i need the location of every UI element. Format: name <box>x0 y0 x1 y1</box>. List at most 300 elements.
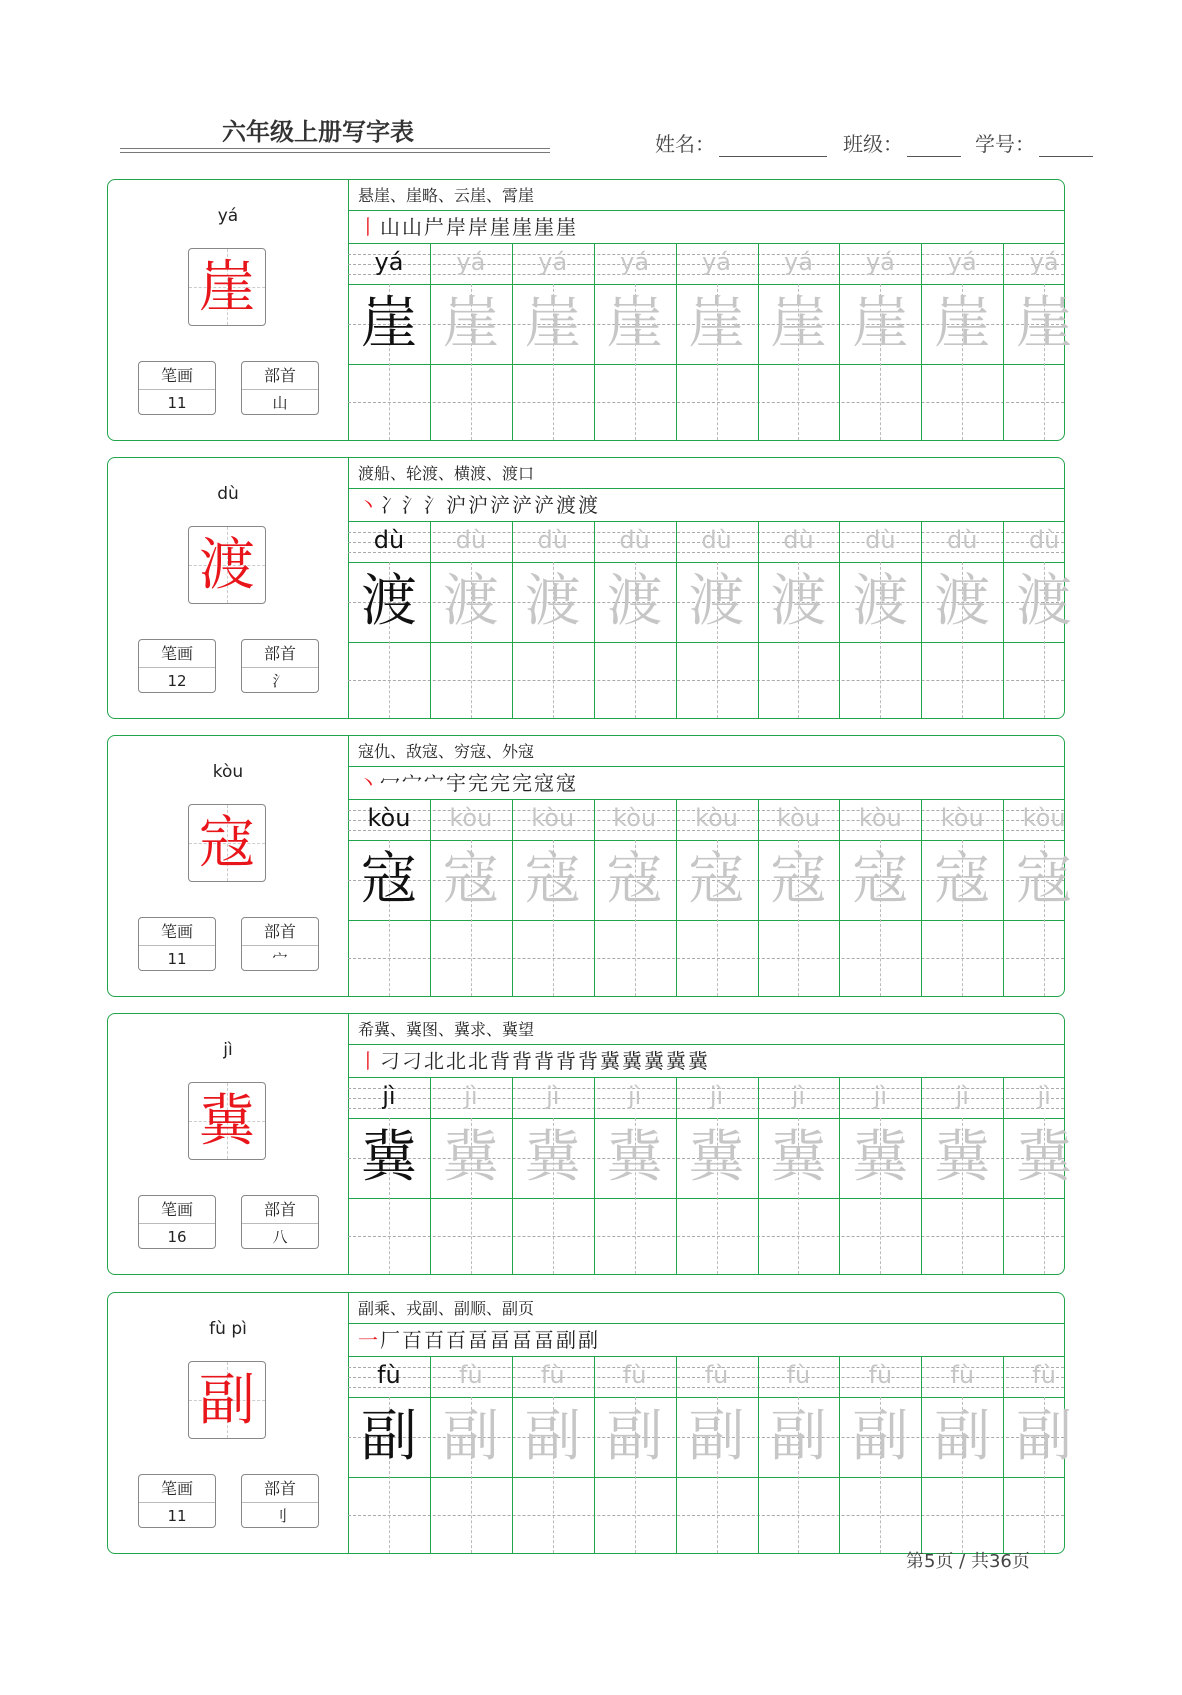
char-cell[interactable] <box>512 840 594 920</box>
blank-write-cell[interactable] <box>348 364 430 441</box>
blank-write-cell[interactable] <box>512 920 594 997</box>
pinyin-cell[interactable] <box>1003 1357 1085 1397</box>
pinyin-trace: jì <box>791 1082 806 1110</box>
char-cell[interactable] <box>676 840 758 920</box>
char-display: 冀 <box>199 1089 255 1154</box>
stroke-step: 浐 <box>512 493 534 517</box>
practice-panel <box>348 1014 1073 1274</box>
pinyin-cell[interactable] <box>758 244 840 284</box>
stroke-step: 宇 <box>446 771 468 795</box>
char-cell[interactable] <box>512 284 594 364</box>
blank-write-cell[interactable] <box>594 1477 676 1554</box>
stroke-step: 副 <box>556 1328 578 1352</box>
stroke-step: 完 <box>468 771 490 795</box>
pinyin-cell[interactable] <box>348 244 430 284</box>
pinyin-trace: kòu <box>1022 804 1066 832</box>
stroke-count-label: 笔画 <box>139 640 215 668</box>
pinyin-cell[interactable] <box>921 1357 1003 1397</box>
pinyin-cell[interactable] <box>758 1357 840 1397</box>
stroke-count-value: 11 <box>167 394 187 412</box>
stroke-step: 背 <box>512 1049 534 1073</box>
pinyin-trace: kòu <box>613 804 657 832</box>
pinyin-cell[interactable] <box>348 1078 430 1118</box>
blank-write-cell[interactable] <box>758 1477 840 1554</box>
radical-label: 部首 <box>242 1196 318 1224</box>
pinyin-trace: fù <box>868 1361 893 1389</box>
char-cell[interactable] <box>430 562 512 642</box>
blank-write-cell[interactable] <box>839 1198 921 1275</box>
char-cell[interactable] <box>430 840 512 920</box>
blank-write-cell[interactable] <box>839 1477 921 1554</box>
class-label: 班级： <box>843 132 903 156</box>
pinyin-cell[interactable] <box>430 800 512 840</box>
char-pinyin: fù pì <box>209 1319 247 1339</box>
char-cell[interactable] <box>676 284 758 364</box>
pinyin-cell[interactable] <box>921 522 1003 562</box>
char-cell[interactable] <box>921 562 1003 642</box>
char-trace: 副 <box>934 1404 991 1469</box>
stroke-step: 冀 <box>600 1049 622 1073</box>
blank-write-cell[interactable] <box>594 642 676 719</box>
char-cell[interactable] <box>594 562 676 642</box>
pinyin-cell[interactable] <box>594 244 676 284</box>
pinyin-cell[interactable] <box>676 522 758 562</box>
blank-write-cell[interactable] <box>594 364 676 441</box>
char-pinyin: kòu <box>212 762 244 782</box>
blank-write-cell[interactable] <box>430 920 512 997</box>
blank-write-cell[interactable] <box>430 364 512 441</box>
pinyin-trace: jì <box>955 1082 969 1110</box>
practice-grid <box>348 1357 1073 1553</box>
stroke-step: 浐 <box>534 493 556 517</box>
char-cell[interactable] <box>676 562 758 642</box>
char-cell[interactable] <box>430 1118 512 1198</box>
char-cell[interactable] <box>921 1397 1003 1477</box>
radical-value: 刂 <box>272 1507 288 1525</box>
stroke-order <box>348 211 1064 244</box>
pinyin-cell[interactable] <box>1003 1078 1085 1118</box>
blank-write-cell[interactable] <box>839 364 921 441</box>
stroke-step: 氵 <box>424 493 446 517</box>
char-trace: 渡 <box>606 569 663 634</box>
pinyin-trace: fù <box>1032 1361 1056 1389</box>
radical-value: 宀 <box>272 950 288 968</box>
pinyin-cell[interactable] <box>512 1357 594 1397</box>
pinyin-cell[interactable] <box>676 244 758 284</box>
char-display-box <box>188 526 266 604</box>
blank-write-cell[interactable] <box>1003 1477 1085 1554</box>
pinyin-cell[interactable] <box>676 800 758 840</box>
char-cell[interactable] <box>758 284 840 364</box>
char-cell[interactable] <box>839 284 921 364</box>
char-cell[interactable] <box>1003 1118 1085 1198</box>
example-words: 寇仇、敌寇、穷寇、外寇 <box>348 736 1064 767</box>
blank-write-cell[interactable] <box>676 364 758 441</box>
stroke-step: 百 <box>424 1328 446 1352</box>
pinyin-cell[interactable] <box>430 1078 512 1118</box>
blank-write-cell[interactable] <box>348 642 430 719</box>
stroke-count-value: 11 <box>167 1507 187 1525</box>
radical-value: 氵 <box>272 672 288 690</box>
stroke-step: 崖 <box>534 215 556 239</box>
char-trace: 渡 <box>688 569 745 634</box>
pinyin-trace: jì <box>873 1082 887 1110</box>
char-trace: 冀 <box>1016 1125 1073 1190</box>
stroke-step: 寇 <box>534 771 556 795</box>
stroke-step: 背 <box>578 1049 600 1073</box>
stroke-step: 崖 <box>512 215 534 239</box>
stroke-step: 刁 <box>380 1049 402 1073</box>
stroke-step: 冖 <box>380 771 402 795</box>
char-cell[interactable] <box>512 1118 594 1198</box>
pinyin-cell[interactable] <box>430 522 512 562</box>
char-info-panel <box>108 1014 349 1274</box>
char-cell[interactable] <box>1003 1397 1085 1477</box>
pinyin-cell[interactable] <box>1003 522 1085 562</box>
char-trace: 副 <box>852 1404 909 1469</box>
blank-write-cell[interactable] <box>921 920 1003 997</box>
stroke-step: 完 <box>490 771 512 795</box>
pinyin-cell[interactable] <box>512 800 594 840</box>
blank-write-cell[interactable] <box>512 364 594 441</box>
pinyin-cell[interactable] <box>921 1078 1003 1118</box>
char-cell[interactable] <box>921 1118 1003 1198</box>
char-trace: 崖 <box>688 291 745 356</box>
char-trace: 崖 <box>770 291 827 356</box>
blank-write-cell[interactable] <box>1003 1198 1085 1275</box>
char-trace: 冀 <box>852 1125 909 1190</box>
pinyin-trace: jì <box>382 1082 396 1110</box>
stroke-step: 北 <box>468 1049 490 1073</box>
example-words: 希冀、冀图、冀求、冀望 <box>348 1014 1064 1045</box>
radical-label: 部首 <box>242 1475 318 1503</box>
stroke-step: 丨 <box>358 1049 380 1073</box>
char-display: 寇 <box>199 811 255 876</box>
char-cell[interactable] <box>594 1397 676 1477</box>
char-trace: 寇 <box>770 847 827 912</box>
stroke-step: 冀 <box>666 1049 688 1073</box>
char-cell[interactable] <box>594 840 676 920</box>
blank-write-cell[interactable] <box>430 1198 512 1275</box>
char-trace: 冀 <box>442 1125 499 1190</box>
blank-write-cell[interactable] <box>921 1477 1003 1554</box>
char-card <box>107 457 1073 719</box>
stroke-step: 沪 <box>446 493 468 517</box>
char-trace: 副 <box>360 1404 417 1469</box>
stroke-step: 山 <box>402 215 424 239</box>
stroke-step: 冫 <box>380 493 402 517</box>
pinyin-cell[interactable] <box>512 522 594 562</box>
id-field[interactable] <box>975 128 1093 157</box>
pinyin-trace: jì <box>546 1082 560 1110</box>
stroke-step: 畐 <box>468 1328 490 1352</box>
class-field[interactable] <box>843 128 961 157</box>
stroke-step: 宀 <box>424 771 446 795</box>
char-cell[interactable] <box>430 284 512 364</box>
practice-grid <box>348 522 1073 718</box>
pinyin-cell[interactable] <box>921 800 1003 840</box>
pinyin-cell[interactable] <box>839 522 921 562</box>
blank-write-cell[interactable] <box>430 1477 512 1554</box>
char-cell[interactable] <box>676 1118 758 1198</box>
stroke-step: 百 <box>402 1328 424 1352</box>
pinyin-cell[interactable] <box>348 1357 430 1397</box>
example-words: 渡船、轮渡、横渡、渡口 <box>348 458 1064 489</box>
pinyin-trace: yá <box>947 248 977 276</box>
pinyin-cell[interactable] <box>839 1357 921 1397</box>
pinyin-cell[interactable] <box>348 522 430 562</box>
pinyin-cell[interactable] <box>512 244 594 284</box>
blank-write-cell[interactable] <box>758 364 840 441</box>
stroke-step: 一 <box>358 1328 380 1352</box>
stroke-step: 丶 <box>358 771 380 795</box>
stroke-order <box>348 1045 1064 1078</box>
stroke-step: 沪 <box>468 493 490 517</box>
char-trace: 崖 <box>1016 291 1073 356</box>
char-trace: 冀 <box>934 1125 991 1190</box>
stroke-step: 渡 <box>578 493 600 517</box>
char-trace: 崖 <box>606 291 663 356</box>
blank-write-cell[interactable] <box>594 920 676 997</box>
char-card <box>107 735 1073 997</box>
stroke-step: 氵 <box>402 493 424 517</box>
char-cell[interactable] <box>512 1397 594 1477</box>
pinyin-trace: dù <box>783 526 814 554</box>
stroke-step: 岸 <box>446 215 468 239</box>
pinyin-trace: yá <box>865 248 895 276</box>
radical-box <box>241 639 319 693</box>
radical-value: 山 <box>272 394 288 412</box>
char-cell[interactable] <box>1003 284 1085 364</box>
blank-write-cell[interactable] <box>512 642 594 719</box>
practice-grid <box>348 800 1073 996</box>
char-trace: 渡 <box>442 569 499 634</box>
pinyin-cell[interactable] <box>1003 800 1085 840</box>
blank-write-cell[interactable] <box>921 1198 1003 1275</box>
title-underline-1 <box>120 148 550 149</box>
char-cell[interactable] <box>839 562 921 642</box>
stroke-count-label: 笔画 <box>139 1475 215 1503</box>
practice-panel <box>348 180 1073 440</box>
blank-write-cell[interactable] <box>512 1198 594 1275</box>
name-blank[interactable] <box>719 134 827 157</box>
pinyin-cell[interactable] <box>594 1357 676 1397</box>
pinyin-cell[interactable] <box>430 1357 512 1397</box>
blank-write-cell[interactable] <box>921 364 1003 441</box>
pinyin-cell[interactable] <box>594 522 676 562</box>
blank-write-cell[interactable] <box>758 1198 840 1275</box>
char-trace: 副 <box>442 1404 499 1469</box>
char-trace: 冀 <box>524 1125 581 1190</box>
pinyin-trace: yá <box>538 248 568 276</box>
page-footer: 第5页 / 共36页 <box>906 1551 1030 1572</box>
char-cell[interactable] <box>1003 562 1085 642</box>
stroke-step: 刁 <box>402 1049 424 1073</box>
char-trace: 副 <box>606 1404 663 1469</box>
id-label: 学号： <box>975 132 1035 156</box>
pinyin-cell[interactable] <box>594 800 676 840</box>
id-blank[interactable] <box>1039 134 1093 157</box>
pinyin-trace: fù <box>622 1361 647 1389</box>
blank-write-cell[interactable] <box>594 1198 676 1275</box>
stroke-step: 岸 <box>468 215 490 239</box>
stroke-step: 畐 <box>490 1328 512 1352</box>
pinyin-cell[interactable] <box>758 1078 840 1118</box>
stroke-count-label: 笔画 <box>139 918 215 946</box>
char-trace: 寇 <box>360 847 417 912</box>
name-label: 姓名： <box>655 132 715 156</box>
radical-box <box>241 1195 319 1249</box>
stroke-step: 北 <box>424 1049 446 1073</box>
char-cell[interactable] <box>676 1397 758 1477</box>
stroke-step: 背 <box>534 1049 556 1073</box>
char-trace: 副 <box>770 1404 827 1469</box>
stroke-count-box <box>138 917 216 971</box>
blank-write-cell[interactable] <box>348 920 430 997</box>
stroke-step: 丨 <box>358 215 380 239</box>
blank-write-cell[interactable] <box>1003 364 1085 441</box>
pinyin-cell[interactable] <box>676 1078 758 1118</box>
blank-write-cell[interactable] <box>1003 920 1085 997</box>
radical-value: 八 <box>272 1228 288 1246</box>
pinyin-cell[interactable] <box>1003 244 1085 284</box>
stroke-step: 冀 <box>644 1049 666 1073</box>
pinyin-trace: fù <box>459 1361 483 1389</box>
char-card <box>107 1292 1073 1554</box>
char-trace: 寇 <box>1016 847 1073 912</box>
char-trace: 崖 <box>852 291 909 356</box>
pinyin-cell[interactable] <box>594 1078 676 1118</box>
pinyin-cell[interactable] <box>512 1078 594 1118</box>
pinyin-cell[interactable] <box>758 800 840 840</box>
stroke-count-box <box>138 1195 216 1249</box>
char-cell[interactable] <box>348 840 430 920</box>
page-title: 六年级上册写字表 <box>222 118 414 146</box>
blank-write-cell[interactable] <box>839 642 921 719</box>
char-cell[interactable] <box>594 284 676 364</box>
char-cell[interactable] <box>758 840 840 920</box>
practice-grid <box>348 244 1073 440</box>
char-cell[interactable] <box>758 562 840 642</box>
pinyin-cell[interactable] <box>348 800 430 840</box>
pinyin-cell[interactable] <box>839 800 921 840</box>
blank-write-cell[interactable] <box>676 1198 758 1275</box>
stroke-step: 厂 <box>380 1328 402 1352</box>
pinyin-cell[interactable] <box>921 244 1003 284</box>
stroke-step: 背 <box>490 1049 512 1073</box>
stroke-count-label: 笔画 <box>139 1196 215 1224</box>
pinyin-trace: dù <box>619 526 650 554</box>
char-cell[interactable] <box>758 1118 840 1198</box>
char-cell[interactable] <box>921 840 1003 920</box>
pinyin-cell[interactable] <box>676 1357 758 1397</box>
practice-grid <box>348 1078 1073 1274</box>
blank-write-cell[interactable] <box>921 642 1003 719</box>
char-trace: 副 <box>524 1404 581 1469</box>
blank-write-cell[interactable] <box>758 920 840 997</box>
char-trace: 崖 <box>360 291 417 356</box>
char-trace: 寇 <box>688 847 745 912</box>
char-cell[interactable] <box>1003 840 1085 920</box>
char-cell[interactable] <box>839 840 921 920</box>
stroke-step: 渡 <box>556 493 578 517</box>
stroke-step: 浐 <box>490 493 512 517</box>
title-underline-2 <box>120 152 550 153</box>
stroke-step: 百 <box>446 1328 468 1352</box>
char-display: 渡 <box>199 533 255 598</box>
pinyin-trace: kòu <box>776 804 820 832</box>
char-trace: 副 <box>688 1404 745 1469</box>
char-trace: 寇 <box>606 847 663 912</box>
char-cell[interactable] <box>921 284 1003 364</box>
blank-write-cell[interactable] <box>512 1477 594 1554</box>
blank-write-cell[interactable] <box>676 642 758 719</box>
radical-box <box>241 361 319 415</box>
stroke-step: 寇 <box>556 771 578 795</box>
char-cell[interactable] <box>348 284 430 364</box>
char-cell[interactable] <box>512 562 594 642</box>
blank-write-cell[interactable] <box>839 920 921 997</box>
char-pinyin: jì <box>223 1040 233 1060</box>
char-trace: 冀 <box>770 1125 827 1190</box>
name-field[interactable] <box>655 128 827 157</box>
pinyin-trace: kòu <box>449 804 493 832</box>
stroke-count-value: 12 <box>167 672 187 690</box>
radical-label: 部首 <box>242 640 318 668</box>
char-trace: 寇 <box>852 847 909 912</box>
pinyin-cell[interactable] <box>839 1078 921 1118</box>
blank-write-cell[interactable] <box>676 1477 758 1554</box>
char-cell[interactable] <box>758 1397 840 1477</box>
char-pinyin: dù <box>217 484 239 504</box>
char-cell[interactable] <box>839 1397 921 1477</box>
stroke-count-box <box>138 361 216 415</box>
pinyin-trace: fù <box>377 1361 401 1389</box>
char-display: 崖 <box>199 255 255 320</box>
blank-write-cell[interactable] <box>348 1477 430 1554</box>
char-display-box <box>188 1082 266 1160</box>
char-trace: 冀 <box>360 1125 417 1190</box>
pinyin-cell[interactable] <box>758 522 840 562</box>
stroke-step: 冀 <box>622 1049 644 1073</box>
char-trace: 寇 <box>934 847 991 912</box>
char-cell[interactable] <box>348 562 430 642</box>
char-trace: 副 <box>1016 1404 1073 1469</box>
pinyin-cell[interactable] <box>430 244 512 284</box>
char-cell[interactable] <box>348 1397 430 1477</box>
radical-box <box>241 1474 319 1528</box>
blank-write-cell[interactable] <box>430 642 512 719</box>
pinyin-trace: kòu <box>367 804 411 832</box>
blank-write-cell[interactable] <box>348 1198 430 1275</box>
pinyin-trace: yá <box>702 248 731 276</box>
blank-write-cell[interactable] <box>676 920 758 997</box>
class-blank[interactable] <box>907 134 961 157</box>
pinyin-cell[interactable] <box>839 244 921 284</box>
example-words: 悬崖、崖略、云崖、霄崖 <box>348 180 1064 211</box>
blank-write-cell[interactable] <box>758 642 840 719</box>
blank-write-cell[interactable] <box>1003 642 1085 719</box>
stroke-order <box>348 1324 1064 1357</box>
practice-panel <box>348 458 1073 718</box>
char-trace: 寇 <box>442 847 499 912</box>
char-cell[interactable] <box>839 1118 921 1198</box>
char-card <box>107 179 1073 441</box>
char-cell[interactable] <box>430 1397 512 1477</box>
char-cell[interactable] <box>594 1118 676 1198</box>
stroke-step: 屵 <box>424 215 446 239</box>
char-cell[interactable] <box>348 1118 430 1198</box>
